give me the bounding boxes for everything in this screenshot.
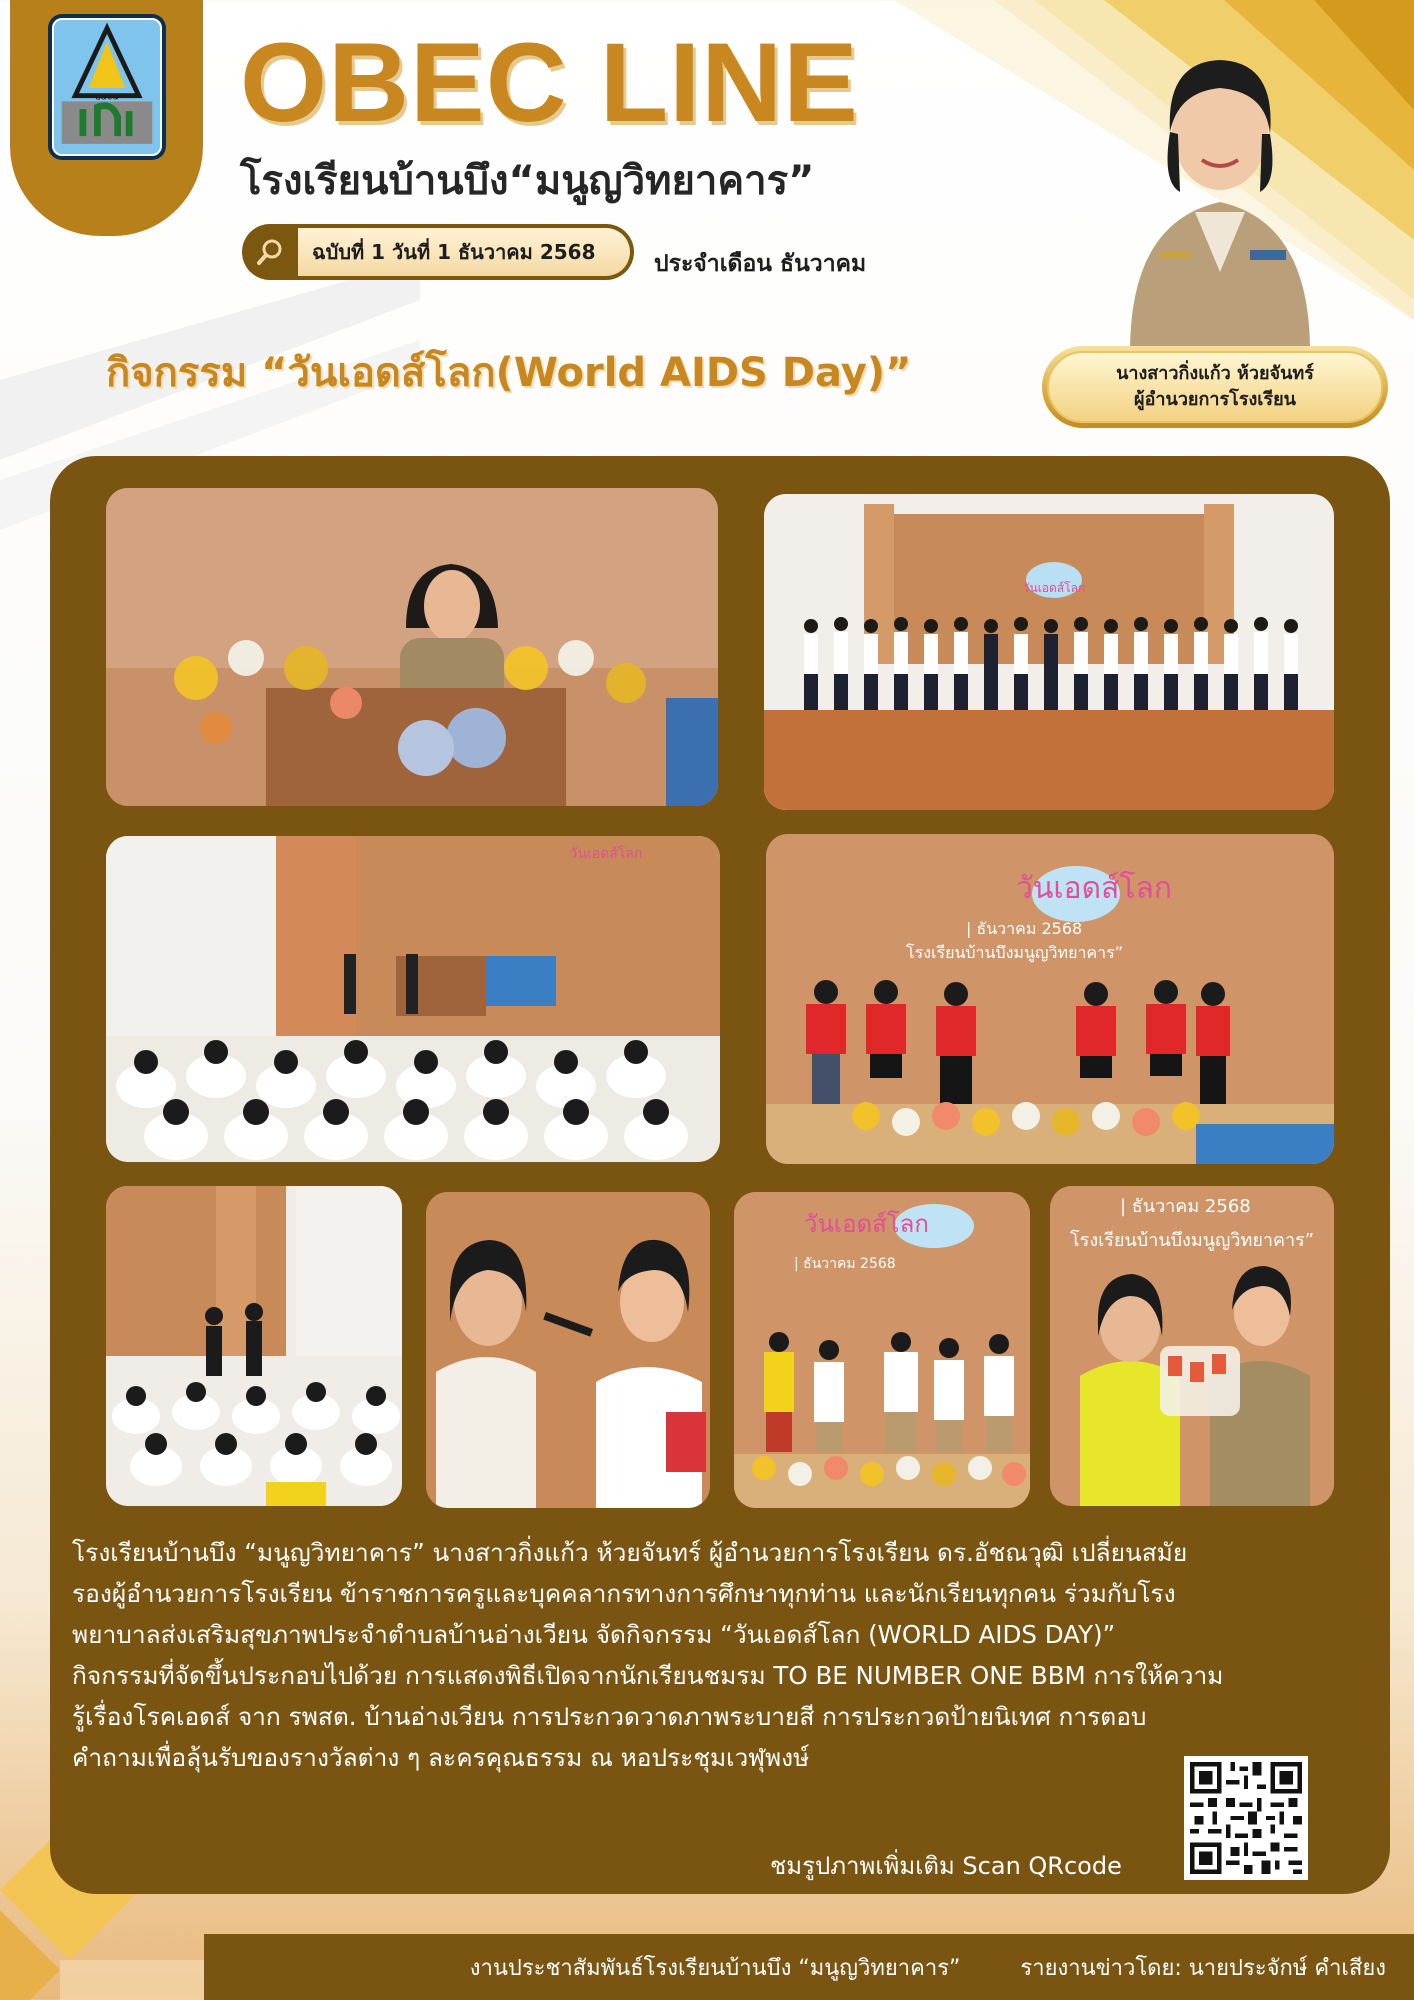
footer-reporter: รายงานข่าวโดย: นายประจักษ์ คำเสียง bbox=[1020, 1955, 1386, 1981]
photo-hall-audience bbox=[106, 836, 720, 1162]
monthly-label: ประจำเดือน ธันวาคม bbox=[654, 251, 867, 277]
director-portrait bbox=[1100, 22, 1340, 352]
footer-department: งานประชาสัมพันธ์โรงเรียนบ้านบึง “มนูญวิทยาคาร” bbox=[469, 1955, 961, 1981]
stage-banner-date: | ธันวาคม 2568 bbox=[966, 919, 1083, 938]
footer-bar bbox=[204, 1934, 1414, 2000]
photo-prize-giving bbox=[1050, 1186, 1334, 1506]
article-line: รองผู้อำนวยการโรงเรียน ข้าราชการครูและบุคคลากรทางการศึกษาทุกท่าน และนักเรียนทุกคน ร่วมกับโรง bbox=[72, 1579, 1176, 1608]
article-line: รู้เรื่องโรคเอดส์ จาก รพสต. บ้านอ่างเวียน การประกวดวาดภาพระบายสี การประกวดป้ายนิเทศ การตอบ bbox=[72, 1702, 1147, 1731]
qr-caption: ชมรูปภาพเพิ่มเติม Scan QRcode bbox=[770, 1852, 1122, 1880]
article-body bbox=[72, 1532, 1372, 1778]
newsletter-brand-title: OBEC LINE bbox=[240, 20, 859, 145]
logo-year-text: ๒๕๐๕ bbox=[94, 92, 119, 103]
issue-badge bbox=[242, 224, 634, 280]
director-name: นางสาวกิ่งแก้ว ห้วยจันทร์ bbox=[1116, 363, 1314, 384]
article-line: คำถามเพื่อลุ้นรับของรางวัลต่าง ๆ ละครคุณธรรม ณ หอประชุมเวฬุพงษ์ bbox=[72, 1743, 810, 1772]
photo-drama-performance bbox=[734, 1192, 1030, 1508]
search-icon bbox=[246, 228, 294, 276]
article-line: พยาบาลส่งเสริมสุขภาพประจำตำบลบ้านอ่างเวียน จัดกิจกรรม “วันเอดส์โลก (WORLD AIDS DAY)” bbox=[72, 1620, 1116, 1649]
school-logo bbox=[48, 14, 166, 160]
drama-banner-date: | ธันวาคม 2568 bbox=[794, 1256, 896, 1272]
drama-banner-title: วันเอดส์โลก bbox=[804, 1210, 929, 1238]
director-nameplate bbox=[1042, 346, 1388, 428]
photo-speaker-podium bbox=[106, 488, 718, 806]
stage-banner-text: วันเอดส์โลก bbox=[1022, 581, 1086, 595]
activity-title: กิจกรรม “วันเอดส์โลก(World AIDS Day)” bbox=[106, 350, 912, 396]
photo-interview bbox=[426, 1192, 710, 1508]
photo-group-stage bbox=[764, 494, 1334, 810]
hall-banner-text: วันเอดส์โลก bbox=[569, 846, 643, 862]
director-position: ผู้อำนวยการโรงเรียน bbox=[1134, 389, 1296, 410]
photo-speakers-audience bbox=[106, 1186, 402, 1506]
prize-banner-date: | ธันวาคม 2568 bbox=[1120, 1196, 1251, 1217]
issue-text: ฉบับที่ 1 วันที่ 1 ธันวาคม 2568 bbox=[298, 228, 630, 276]
school-name-title: โรงเรียนบ้านบึง“มนูญวิทยาคาร” bbox=[240, 158, 815, 204]
article-line: กิจกรรมที่จัดขึ้นประกอบไปด้วย การแสดงพิธีเปิดจากนักเรียนชมรม TO BE NUMBER ONE BBM การให้ความ bbox=[72, 1661, 1224, 1690]
photo-red-shirt-performance bbox=[766, 834, 1334, 1164]
stage-banner-title: วันเอดส์โลก bbox=[1016, 871, 1173, 906]
article-line: โรงเรียนบ้านบึง “มนูญวิทยาคาร” นางสาวกิ่งแก้ว ห้วยจันทร์ ผู้อำนวยการโรงเรียน ดร.อัชณวุฒิ เปลี่ยนสมัย bbox=[72, 1538, 1188, 1567]
prize-banner-school: โรงเรียนบ้านบึงมนูญวิทยาคาร” bbox=[1070, 1230, 1315, 1251]
school-logo-tab bbox=[10, 0, 203, 236]
stage-banner-school: โรงเรียนบ้านบึงมนูญวิทยาคาร” bbox=[906, 943, 1123, 962]
